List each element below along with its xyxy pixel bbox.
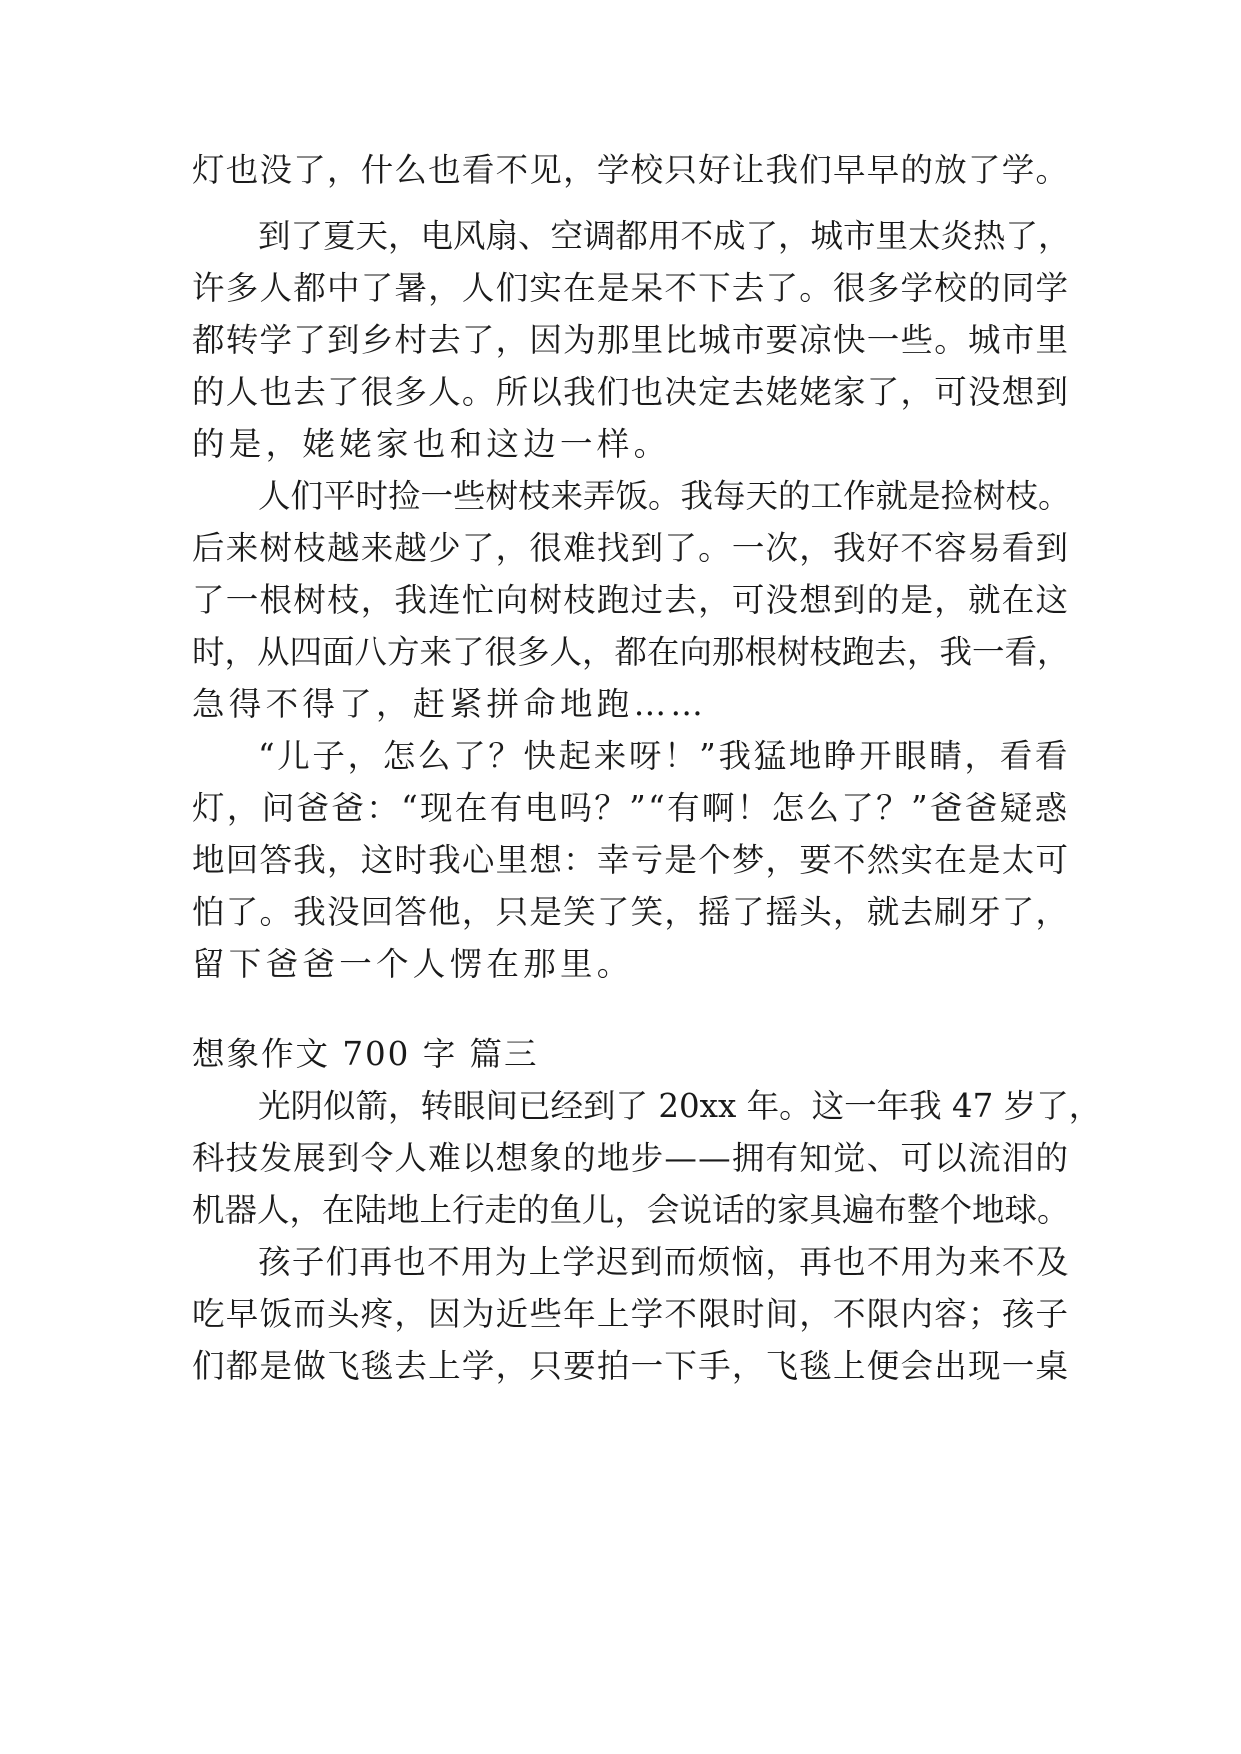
paragraph-line: 了一根树枝，我连忙向树枝跑过去，可没想到的是，就在这 [192,581,1070,619]
paragraph-line: 地回答我，这时我心里想：幸亏是个梦，要不然实在是太可 [192,841,1070,879]
paragraph-line: 急得不得了，赶紧拼命地跑…… [192,685,708,723]
paragraph-line: 光阴似箭，转眼间已经到了 20xx 年。这一年我 47 岁了， [258,1087,1102,1125]
paragraph-line: 机器人，在陆地上行走的鱼儿，会说话的家具遍布整个地球。 [192,1191,1070,1229]
paragraph-line: 都转学了到乡村去了，因为那里比城市要凉快一些。城市里 [192,321,1070,359]
paragraph-line: 怕了。我没回答他，只是笑了笑，摇了摇头，就去刷牙了， [192,893,1070,931]
paragraph-line: 留下爸爸一个人愣在那里。 [192,945,634,983]
paragraph-line: 的是，姥姥家也和这边一样。 [192,425,671,463]
paragraph-line: 到了夏天，电风扇、空调都用不成了，城市里太炎热了， [258,217,1071,255]
paragraph-line: 科技发展到令人难以想象的地步——拥有知觉、可以流泪的 [192,1139,1070,1177]
paragraph-line: 后来树枝越来越少了，很难找到了。一次，我好不容易看到 [192,529,1070,567]
paragraph-line: “儿子，怎么了？快起来呀！”我猛地睁开眼睛，看看 [258,737,1071,775]
section-heading: 想象作文 700 字 篇三 [192,1035,539,1073]
paragraph-line: 许多人都中了暑，人们实在是呆不下去了。很多学校的同学 [192,269,1070,307]
paragraph-line: 时，从四面八方来了很多人，都在向那根树枝跑去，我一看， [192,633,1070,671]
paragraph-line: 吃早饭而头疼，因为近些年上学不限时间，不限内容；孩子 [192,1295,1070,1333]
paragraph-line: 人们平时捡一些树枝来弄饭。我每天的工作就是捡树枝。 [258,477,1071,515]
paragraph-line: 孩子们再也不用为上学迟到而烦恼，再也不用为来不及 [258,1243,1070,1281]
paragraph-line: 的人也去了很多人。所以我们也决定去姥姥家了，可没想到 [192,373,1070,411]
paragraph-line: 灯，问爸爸：“现在有电吗？”“有啊！怎么了？”爸爸疑惑 [192,789,1070,827]
paragraph-line: 们都是做飞毯去上学，只要拍一下手，飞毯上便会出现一桌 [192,1347,1070,1385]
paragraph-line: 灯也没了，什么也看不见，学校只好让我们早早的放了学。 [192,151,1070,189]
